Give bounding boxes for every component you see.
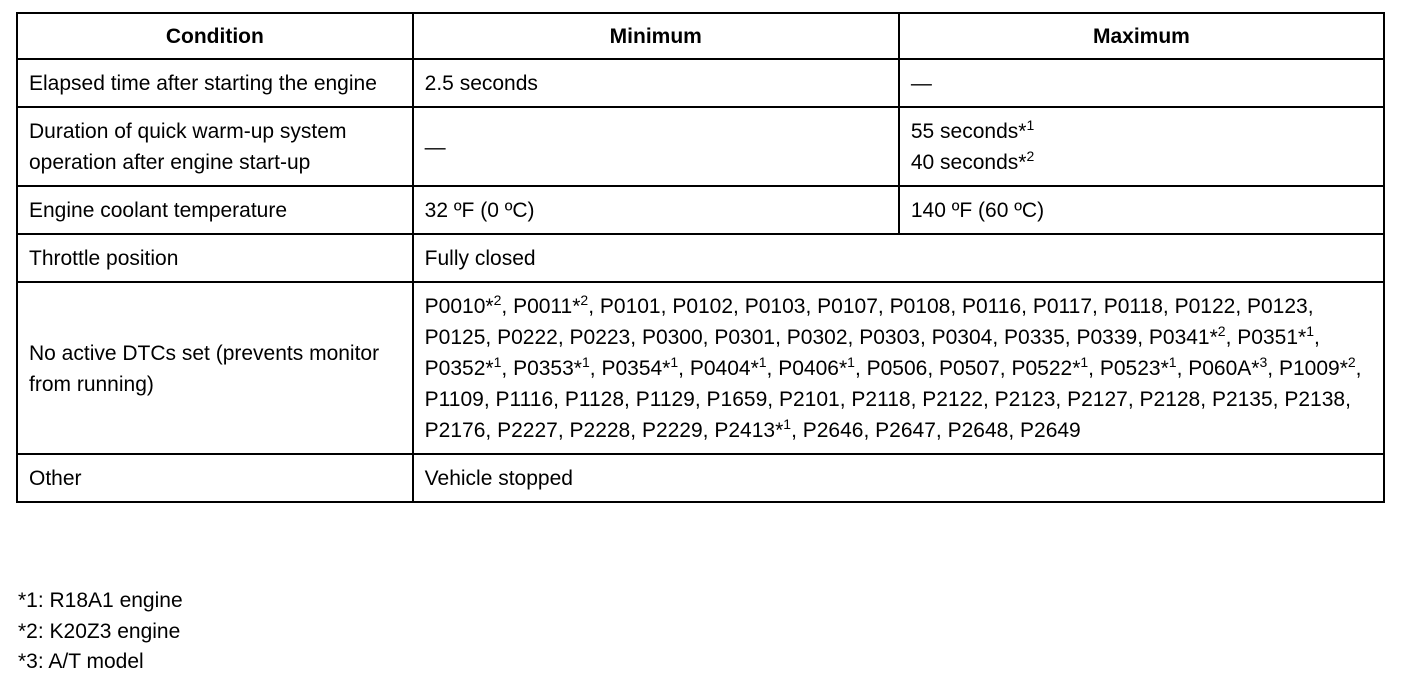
footnote-ref: 1	[1168, 354, 1177, 370]
dtc-code-text: P1129	[635, 388, 695, 411]
dtc-code: P2228,	[569, 419, 637, 442]
dtc-code-text: P2127	[1067, 388, 1128, 411]
header-minimum: Minimum	[413, 13, 899, 59]
dtc-code-text: P2128	[1139, 388, 1201, 411]
dtc-code-text: P0011*	[513, 295, 581, 318]
dtc-code: P0351*$^1$,	[1237, 323, 1320, 349]
dtc-code: P0222,	[497, 326, 564, 349]
cell-dtc-list	[413, 282, 1384, 454]
dtc-code: P060A*$^3$,	[1188, 354, 1274, 380]
dtc-code-text: P0116	[962, 295, 1022, 318]
dtc-code-text: P0354*	[601, 357, 671, 380]
cell-condition: Throttle position	[17, 234, 413, 282]
footnotes	[18, 586, 183, 678]
dtc-code-text: P0404*	[689, 357, 759, 380]
footnote-ref: 2	[1217, 323, 1226, 339]
dtc-code: P2413*$^1$,	[714, 416, 797, 442]
dtc-code-text: P0302	[786, 326, 848, 349]
maximum-line-1: 55 seconds*$^1$	[910, 117, 1035, 143]
dtc-code-text: P0523*	[1099, 357, 1169, 380]
dtc-code-text: P1009*	[1278, 357, 1348, 380]
dtc-code: P0301,	[714, 326, 781, 349]
dtc-code-text: P1659	[706, 388, 768, 411]
dtc-code: P0339,	[1076, 326, 1144, 349]
dtc-code: P0010*$^2$,	[424, 292, 508, 318]
dtc-code-text: P0300	[641, 326, 703, 349]
footnote-2: *2: K20Z3 engine	[18, 619, 181, 643]
cell-minimum: 2.5 seconds	[413, 59, 899, 107]
dtc-code-text: P2647	[875, 419, 936, 442]
table-header-row	[17, 13, 1384, 59]
dtc-code: P0303,	[859, 326, 926, 349]
footnote-ref: 1	[847, 354, 855, 370]
dtc-code: P2646,	[802, 419, 870, 442]
dtc-code: P0353*$^1$,	[513, 354, 596, 380]
dtc-code: P0118,	[1103, 295, 1169, 318]
dtc-code-text: P0010*	[424, 295, 494, 318]
footnote-ref: 3	[1259, 354, 1268, 370]
footnote-ref: 2	[493, 292, 502, 308]
dtc-code-text: P0507	[939, 357, 1000, 380]
table-row-elapsed-time	[17, 59, 1384, 107]
dtc-code-text: P2118	[851, 388, 911, 411]
maximum-line-2: 40 seconds*$^2$	[910, 148, 1035, 174]
dtc-code-text: P0406*	[778, 357, 848, 380]
dtc-code: P0125,	[424, 326, 492, 349]
dtc-code: P1128,	[564, 388, 630, 411]
dtc-code: P2127,	[1067, 388, 1134, 411]
cell-maximum: 140 ºF (60 ºC)	[899, 186, 1384, 234]
dtc-code-text: P0108	[889, 295, 951, 318]
dtc-code-text: P2646	[802, 419, 864, 442]
dtc-code-text: P0223	[569, 326, 631, 349]
dtc-code: P2101,	[778, 388, 846, 411]
conditions-table	[16, 12, 1385, 503]
dtc-code: P0522*$^1$,	[1011, 354, 1095, 380]
dtc-code: P1129,	[635, 388, 701, 411]
dtc-code-text: P2413*	[714, 419, 784, 442]
dtc-code: P2138,	[1284, 388, 1351, 411]
dtc-code-text: P0123	[1247, 295, 1308, 318]
table-row-no-active-dtcs	[17, 282, 1384, 454]
dtc-code-text: P2138	[1284, 388, 1346, 411]
dtc-code-text: P2135	[1211, 388, 1273, 411]
dtc-code: P0335,	[1004, 326, 1071, 349]
dtc-code-text: P2123	[994, 388, 1056, 411]
cell-condition: Duration of quick warm-up system operation after engine start-up	[17, 107, 413, 186]
footnote-3: *3: A/T model	[18, 650, 144, 673]
dtc-code: P2647,	[875, 419, 942, 442]
cell-value: Fully closed	[413, 234, 1384, 282]
dtc-code-text: P0351*	[1237, 326, 1307, 349]
dtc-code: P2128,	[1139, 388, 1207, 411]
dtc-code: P0352*$^1$,	[424, 354, 508, 380]
dtc-code: P0101,	[599, 295, 667, 318]
dtc-code: P0507,	[939, 357, 1006, 380]
cell-condition: No active DTCs set (prevents monitor from running)	[17, 282, 413, 454]
dtc-code-text: P0102	[672, 295, 734, 318]
dtc-code: P0304,	[931, 326, 999, 349]
dtc-code: P2176,	[424, 419, 492, 442]
footnote-ref: 1	[1026, 117, 1035, 133]
dtc-code: P0103,	[744, 295, 812, 318]
dtc-code-text: P2227	[497, 419, 558, 442]
dtc-code-text: P0122	[1174, 295, 1236, 318]
dtc-code: P0300,	[641, 326, 709, 349]
dtc-code: P0302,	[786, 326, 854, 349]
dtc-code-text: P0353*	[513, 357, 582, 380]
dtc-code: P0107,	[817, 295, 884, 318]
footnote-ref: 1	[581, 354, 590, 370]
dtc-code: P0117,	[1032, 295, 1098, 318]
dtc-code: P0102,	[672, 295, 739, 318]
dtc-code-text: P0107	[817, 295, 878, 318]
dtc-code	[1020, 419, 1081, 442]
dtc-code-text: P0222	[497, 326, 558, 349]
dtc-code: P0123,	[1247, 295, 1314, 318]
dtc-code: P2229,	[641, 419, 709, 442]
dtc-code-text: P0301	[714, 326, 776, 349]
dtc-code: P2122,	[922, 388, 989, 411]
dtc-code-text: P0101	[599, 295, 661, 318]
dtc-code: P0354*$^1$,	[601, 354, 684, 380]
cell-minimum: 32 ºF (0 ºC)	[413, 186, 899, 234]
dtc-code: P0223,	[569, 326, 637, 349]
footnote-ref: 2	[1026, 148, 1035, 164]
cell-value: Vehicle stopped	[413, 454, 1384, 502]
dtc-code-text: P060A*	[1188, 357, 1260, 380]
dtc-code-text: P2176	[424, 419, 486, 442]
dtc-code-text: P1128	[564, 388, 624, 411]
footnote-ref: 1	[493, 354, 502, 370]
dtc-code: P1109,	[424, 388, 490, 411]
cell-maximum	[899, 107, 1384, 186]
dtc-code-text: P0341*	[1148, 326, 1218, 349]
dtc-code-text: P0118	[1103, 295, 1163, 318]
dtc-code: P0011*$^2$,	[513, 292, 595, 318]
header-condition: Condition	[17, 13, 413, 59]
footnote-ref: 1	[758, 354, 767, 370]
dtc-code-text: P0117	[1032, 295, 1093, 318]
dtc-code-text: P2228	[569, 419, 631, 442]
dtc-code-text: P0352*	[424, 357, 494, 380]
dtc-code-text: P2648	[947, 419, 1009, 442]
dtc-code-text: P1109	[424, 388, 484, 411]
dtc-code: P0506,	[866, 357, 934, 380]
dtc-code: P1009*$^2$,	[1278, 354, 1362, 380]
dtc-code-text: P0125	[424, 326, 486, 349]
footnote-1: *1: R18A1 engine	[18, 589, 183, 612]
header-maximum: Maximum	[899, 13, 1384, 59]
footnote-ref: 1	[1080, 354, 1089, 370]
dtc-code-text: P0335	[1004, 326, 1065, 349]
dtc-code-text: P2229	[641, 419, 703, 442]
footnote-ref: 2	[1347, 354, 1356, 370]
table-row-warmup-duration	[17, 107, 1384, 186]
dtc-code-text: P2649	[1020, 419, 1081, 442]
dtc-code-text: P0339	[1076, 326, 1138, 349]
dtc-code: P2648,	[947, 419, 1015, 442]
dtc-code-text: P0304	[931, 326, 993, 349]
dtc-code: P0406*$^1$,	[778, 354, 861, 380]
dtc-code-text: P0522*	[1011, 357, 1081, 380]
table-row-other	[17, 454, 1384, 502]
dtc-code: P0341*$^2$,	[1148, 323, 1232, 349]
dtc-code: P0108,	[889, 295, 957, 318]
dtc-code: P0404*$^1$,	[689, 354, 773, 380]
dtc-code-text: P2122	[922, 388, 983, 411]
dtc-code: P1116,	[495, 388, 559, 411]
dtc-code: P2118,	[851, 388, 917, 411]
footnote-ref: 2	[580, 292, 589, 308]
cell-maximum: —	[899, 59, 1384, 107]
dtc-code-text: P0103	[744, 295, 806, 318]
cell-condition: Engine coolant temperature	[17, 186, 413, 234]
dtc-code-list	[425, 291, 1372, 446]
footnote-ref: 1	[1306, 323, 1314, 339]
table-row-throttle-position	[17, 234, 1384, 282]
cell-condition: Other	[17, 454, 413, 502]
table-row-coolant-temperature	[17, 186, 1384, 234]
dtc-code-text: P2101	[778, 388, 840, 411]
dtc-code: P2135,	[1211, 388, 1279, 411]
cell-minimum: —	[413, 107, 899, 186]
dtc-code: P0523*$^1$,	[1099, 354, 1183, 380]
footnote-ref: 1	[783, 416, 792, 432]
dtc-code: P0122,	[1174, 295, 1242, 318]
footnote-ref: 1	[670, 354, 679, 370]
dtc-code: P0116,	[962, 295, 1028, 318]
dtc-code-text: P0303	[859, 326, 920, 349]
dtc-code: P2227,	[497, 419, 564, 442]
dtc-code: P2123,	[994, 388, 1062, 411]
dtc-code-text: P1116	[495, 388, 554, 411]
dtc-code-text: P0506	[866, 357, 928, 380]
cell-condition: Elapsed time after starting the engine	[17, 59, 413, 107]
dtc-code: P1659,	[706, 388, 774, 411]
